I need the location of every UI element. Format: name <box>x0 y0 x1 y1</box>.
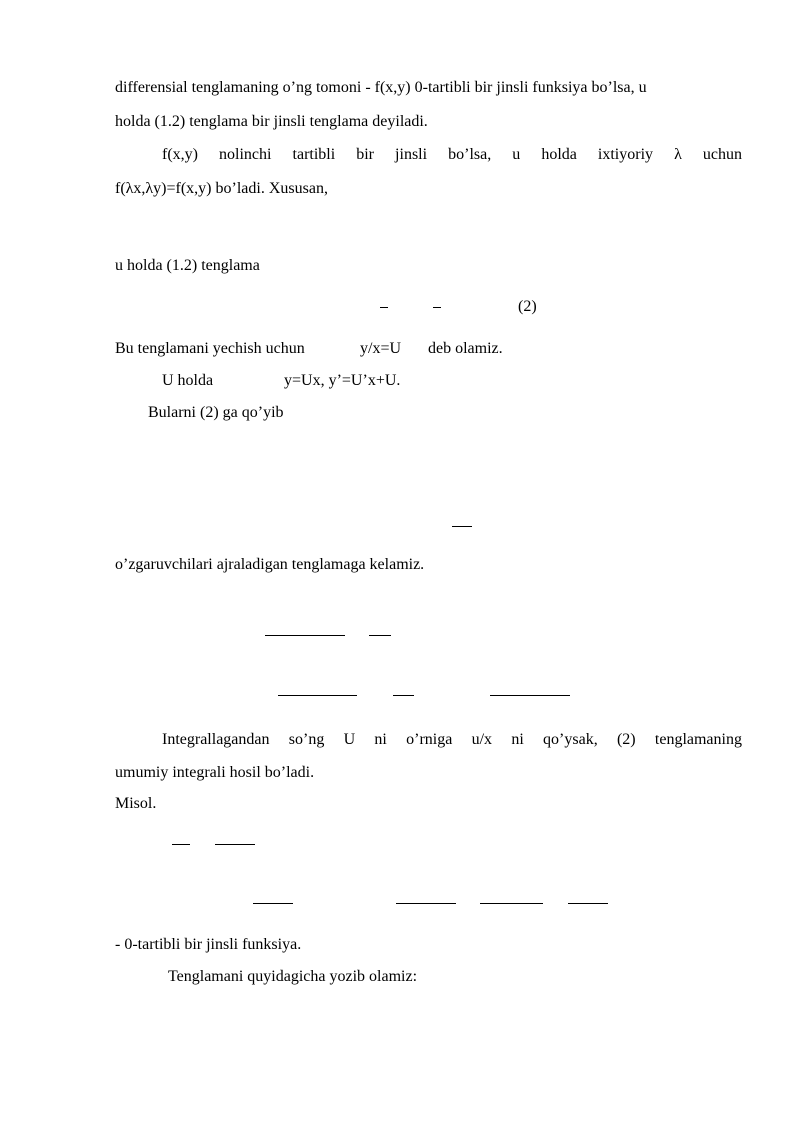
paragraph-line: Bu tenglamani yechish uchun <box>115 340 305 357</box>
fraction-bar <box>452 526 472 527</box>
word: holda <box>541 146 577 163</box>
inline-formula: y/x=U <box>360 340 402 357</box>
paragraph-line: - 0-tartibli bir jinsli funksiya. <box>115 936 302 953</box>
equation-number: (2) <box>518 298 537 315</box>
word: u <box>512 146 521 163</box>
fraction-bar <box>396 903 456 904</box>
paragraph-line: differensial tenglamaning o’ng tomoni - f(x,y) 0-tartibli bir jinsli funksiya bo’lsa, u <box>115 79 647 96</box>
word: ni <box>374 731 387 748</box>
paragraph-line: f(λx,λy)=f(x,y) bo’ladi. Xususan, <box>115 180 328 197</box>
fraction-bar <box>380 307 388 308</box>
word: uchun <box>702 146 742 163</box>
fraction-bar <box>369 635 391 636</box>
fraction-bar <box>253 903 293 904</box>
paragraph-line: o’zgaruvchilari ajraladigan tenglamaga kelamiz. <box>115 556 425 573</box>
word: u/x <box>471 731 493 748</box>
paragraph-line: Misol. <box>115 795 157 812</box>
word: (2) <box>616 731 636 748</box>
paragraph-line: Bularni (2) ga qo’yib <box>148 404 284 421</box>
word: λ <box>674 146 682 163</box>
word: so’ng <box>288 731 325 748</box>
word: jinsli <box>395 146 428 163</box>
fraction-bar <box>215 844 255 845</box>
fraction-bar <box>568 903 608 904</box>
paragraph-line: umumiy integrali hosil bo’ladi. <box>115 764 315 781</box>
word: Integrallagandan <box>162 731 270 748</box>
fraction-bar <box>278 695 357 696</box>
fraction-bar <box>480 903 543 904</box>
paragraph-line: holda (1.2) tenglama bir jinsli tenglama deyiladi. <box>115 113 428 130</box>
fraction-bar <box>393 695 414 696</box>
word: qo’ysak, <box>543 731 598 748</box>
paragraph-line: deb olamiz. <box>428 340 503 357</box>
word: tenglamaning <box>654 731 742 748</box>
word: tartibli <box>292 146 336 163</box>
fraction-bar <box>490 695 570 696</box>
fraction-bar <box>172 844 190 845</box>
paragraph-line: U holda <box>162 372 214 389</box>
word: nolinchi <box>219 146 272 163</box>
paragraph-line: u holda (1.2) tenglama <box>115 257 260 274</box>
fraction-bar <box>433 307 441 308</box>
word: bo’lsa, <box>448 146 492 163</box>
justified-line <box>162 732 742 748</box>
paragraph-line: Tenglamani quyidagicha yozib olamiz: <box>168 968 418 985</box>
word: o’rniga <box>406 731 453 748</box>
justified-line <box>162 147 742 163</box>
word: bir <box>356 146 374 163</box>
inline-formula: y=Ux, y’=U’x+U. <box>284 372 401 389</box>
word: U <box>343 731 356 748</box>
fraction-bar <box>265 635 345 636</box>
word: f(x,y) <box>162 146 198 163</box>
word: ni <box>511 731 524 748</box>
word: ixtiyoriy <box>597 146 654 163</box>
